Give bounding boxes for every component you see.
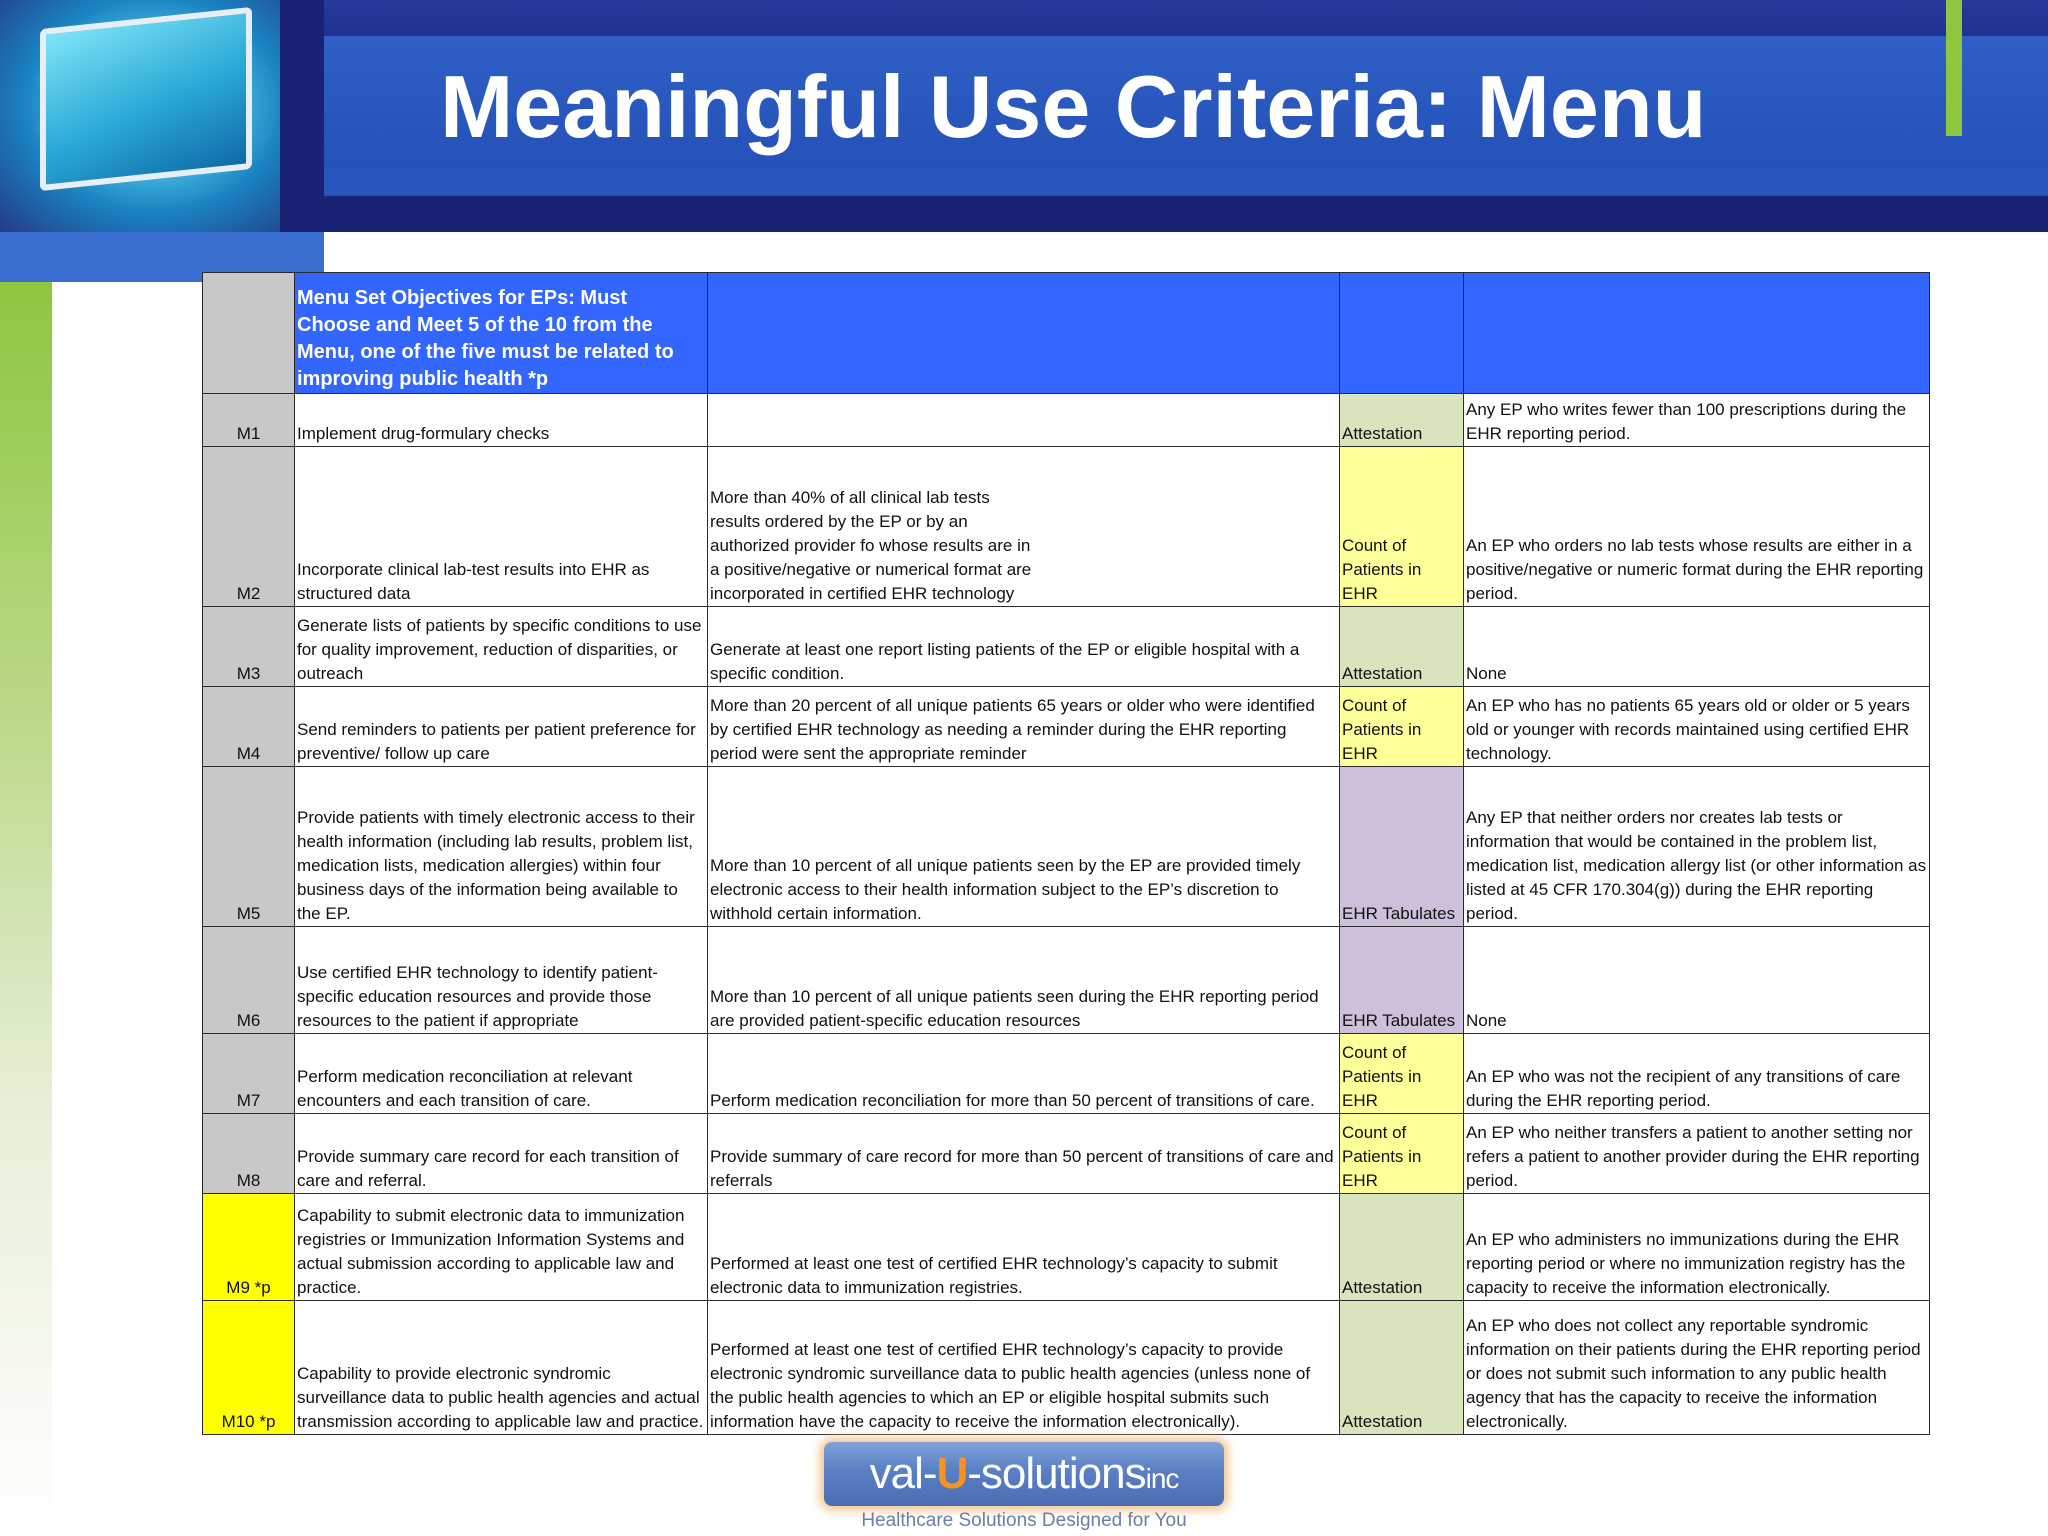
row-exclusion: None (1464, 927, 1930, 1034)
row-method: EHR Tabulates (1340, 927, 1464, 1034)
row-method: Count of Patients in EHR (1340, 447, 1464, 607)
row-method: Attestation (1340, 1194, 1464, 1301)
row-id: M6 (203, 927, 295, 1034)
header-id-cell (203, 273, 295, 394)
row-objective: Use certified EHR technology to identify patient-specific education resources and provide those resources to the patient if appropriate (295, 927, 708, 1034)
row-measure (708, 394, 1340, 447)
row-exclusion: Any EP who writes fewer than 100 prescriptions during the EHR reporting period. (1464, 394, 1930, 447)
company-logo (824, 1442, 1224, 1506)
row-measure: Generate at least one report listing patients of the EP or eligible hospital with a specific condition. (708, 607, 1340, 687)
page-title: Meaningful Use Criteria: Menu (440, 57, 1707, 156)
row-method: Attestation (1340, 394, 1464, 447)
row-exclusion: An EP who orders no lab tests whose results are either in a positive/negative or numeric format during the EHR reporting period. (1464, 447, 1930, 607)
row-exclusion: An EP who was not the recipient of any transitions of care during the EHR reporting period. (1464, 1034, 1930, 1114)
row-measure: More than 10 percent of all unique patients seen by the EP are provided timely electronic access to their health information subject to the EP’s discretion to withhold certain information. (708, 767, 1340, 927)
table-row (203, 607, 1930, 687)
row-measure: Perform medication reconciliation for more than 50 percent of transitions of care. (708, 1034, 1340, 1114)
row-measure: More than 10 percent of all unique patients seen during the EHR reporting period are provided patient-specific education resources (708, 927, 1340, 1034)
table-row (203, 447, 1930, 607)
row-exclusion: Any EP that neither orders nor creates lab tests or information that would be contained in the problem list, medication list, medication allergy list (or other information as listed at 45 CFR 170.304(g)) during the EHR reporting period. (1464, 767, 1930, 927)
row-objective: Perform medication reconciliation at relevant encounters and each transition of care. (295, 1034, 708, 1114)
row-measure: Performed at least one test of certified EHR technology’s capacity to provide electronic syndromic surveillance data to public health agencies (unless none of the public health agencies to which an EP or eligible hospital submits such information have the capacity to receive the information electronically). (708, 1301, 1340, 1435)
row-exclusion: An EP who administers no immunizations during the EHR reporting period or where no immunization registry has the capacity to receive the information electronically. (1464, 1194, 1930, 1301)
row-method: Attestation (1340, 1301, 1464, 1435)
row-objective: Generate lists of patients by specific conditions to use for quality improvement, reduction of disparities, or outreach (295, 607, 708, 687)
row-objective: Capability to submit electronic data to immunization registries or Immunization Information Systems and actual submission according to applicable law and practice. (295, 1194, 708, 1301)
header-measure-cell (708, 273, 1340, 394)
row-exclusion: None (1464, 607, 1930, 687)
logo-suffix: -solutions (967, 1449, 1146, 1498)
criteria-table (202, 272, 1930, 1435)
row-measure: More than 20 percent of all unique patients 65 years or older who were identified by certified EHR technology as needing a reminder during the EHR reporting period were sent the appropriate reminder (708, 687, 1340, 767)
row-method: Count of Patients in EHR (1340, 1034, 1464, 1114)
row-id: M5 (203, 767, 295, 927)
row-method: Count of Patients in EHR (1340, 687, 1464, 767)
table-header-row (203, 273, 1930, 394)
row-exclusion: An EP who has no patients 65 years old or older or 5 years old or younger with records maintained using certified EHR technology. (1464, 687, 1930, 767)
table-row (203, 1114, 1930, 1194)
row-id: M7 (203, 1034, 295, 1114)
logo-accent-letter: U (936, 1449, 968, 1498)
header-method-cell (1340, 273, 1464, 394)
row-id: M10 *p (203, 1301, 295, 1435)
monitor-screen-icon (40, 7, 252, 191)
row-id: M9 *p (203, 1194, 295, 1301)
row-measure: Performed at least one test of certified EHR technology’s capacity to submit electronic data to immunization registries. (708, 1194, 1340, 1301)
row-method: EHR Tabulates (1340, 767, 1464, 927)
row-id: M2 (203, 447, 295, 607)
header-band-top (324, 0, 2048, 36)
row-exclusion: An EP who neither transfers a patient to another setting nor refers a patient to another provider during the EHR reporting period. (1464, 1114, 1930, 1194)
row-objective: Send reminders to patients per patient preference for preventive/ follow up care (295, 687, 708, 767)
computer-monitor-photo (0, 0, 280, 232)
row-measure: More than 40% of all clinical lab tests results ordered by the EP or by an authorized provider fo whose results are in a positive/negative or numerical format are incorporated in certified EHR technology (708, 447, 1340, 607)
row-objective: Capability to provide electronic syndromic surveillance data to public health agencies and actual transmission according to applicable law and practice. (295, 1301, 708, 1435)
table-row (203, 687, 1930, 767)
green-accent-bar (1946, 0, 1962, 136)
row-objective: Provide patients with timely electronic access to their health information (including lab results, problem list, medication lists, medication allergies) within four business days of the information being available to the EP. (295, 767, 708, 927)
row-method: Count of Patients in EHR (1340, 1114, 1464, 1194)
row-objective: Implement drug-formulary checks (295, 394, 708, 447)
header-stripe (324, 168, 2048, 194)
row-id: M4 (203, 687, 295, 767)
table-row (203, 394, 1930, 447)
row-id: M8 (203, 1114, 295, 1194)
logo-prefix: val- (869, 1449, 937, 1498)
table-row (203, 767, 1930, 927)
table-row (203, 927, 1930, 1034)
table-row (203, 1301, 1930, 1435)
row-id: M3 (203, 607, 295, 687)
row-id: M1 (203, 394, 295, 447)
row-exclusion: An EP who does not collect any reportable syndromic information on their patients during the EHR reporting period or does not submit such information to any public health agency that has the capacity to receive the information electronically. (1464, 1301, 1930, 1435)
row-objective: Incorporate clinical lab-test results into EHR as structured data (295, 447, 708, 607)
row-measure: Provide summary of care record for more than 50 percent of transitions of care and referrals (708, 1114, 1340, 1194)
header-objective-cell: Menu Set Objectives for EPs: Must Choose and Meet 5 of the 10 from the Menu, one of the five must be related to improving public health *p (295, 273, 708, 394)
table-row (203, 1194, 1930, 1301)
table-row (203, 1034, 1930, 1114)
logo-inc: inc (1145, 1463, 1179, 1494)
left-gradient-bar (0, 282, 52, 1536)
header-exclusion-cell (1464, 273, 1930, 394)
row-objective: Provide summary care record for each transition of care and referral. (295, 1114, 708, 1194)
row-method: Attestation (1340, 607, 1464, 687)
logo-tagline: Healthcare Solutions Designed for You (861, 1510, 1187, 1531)
